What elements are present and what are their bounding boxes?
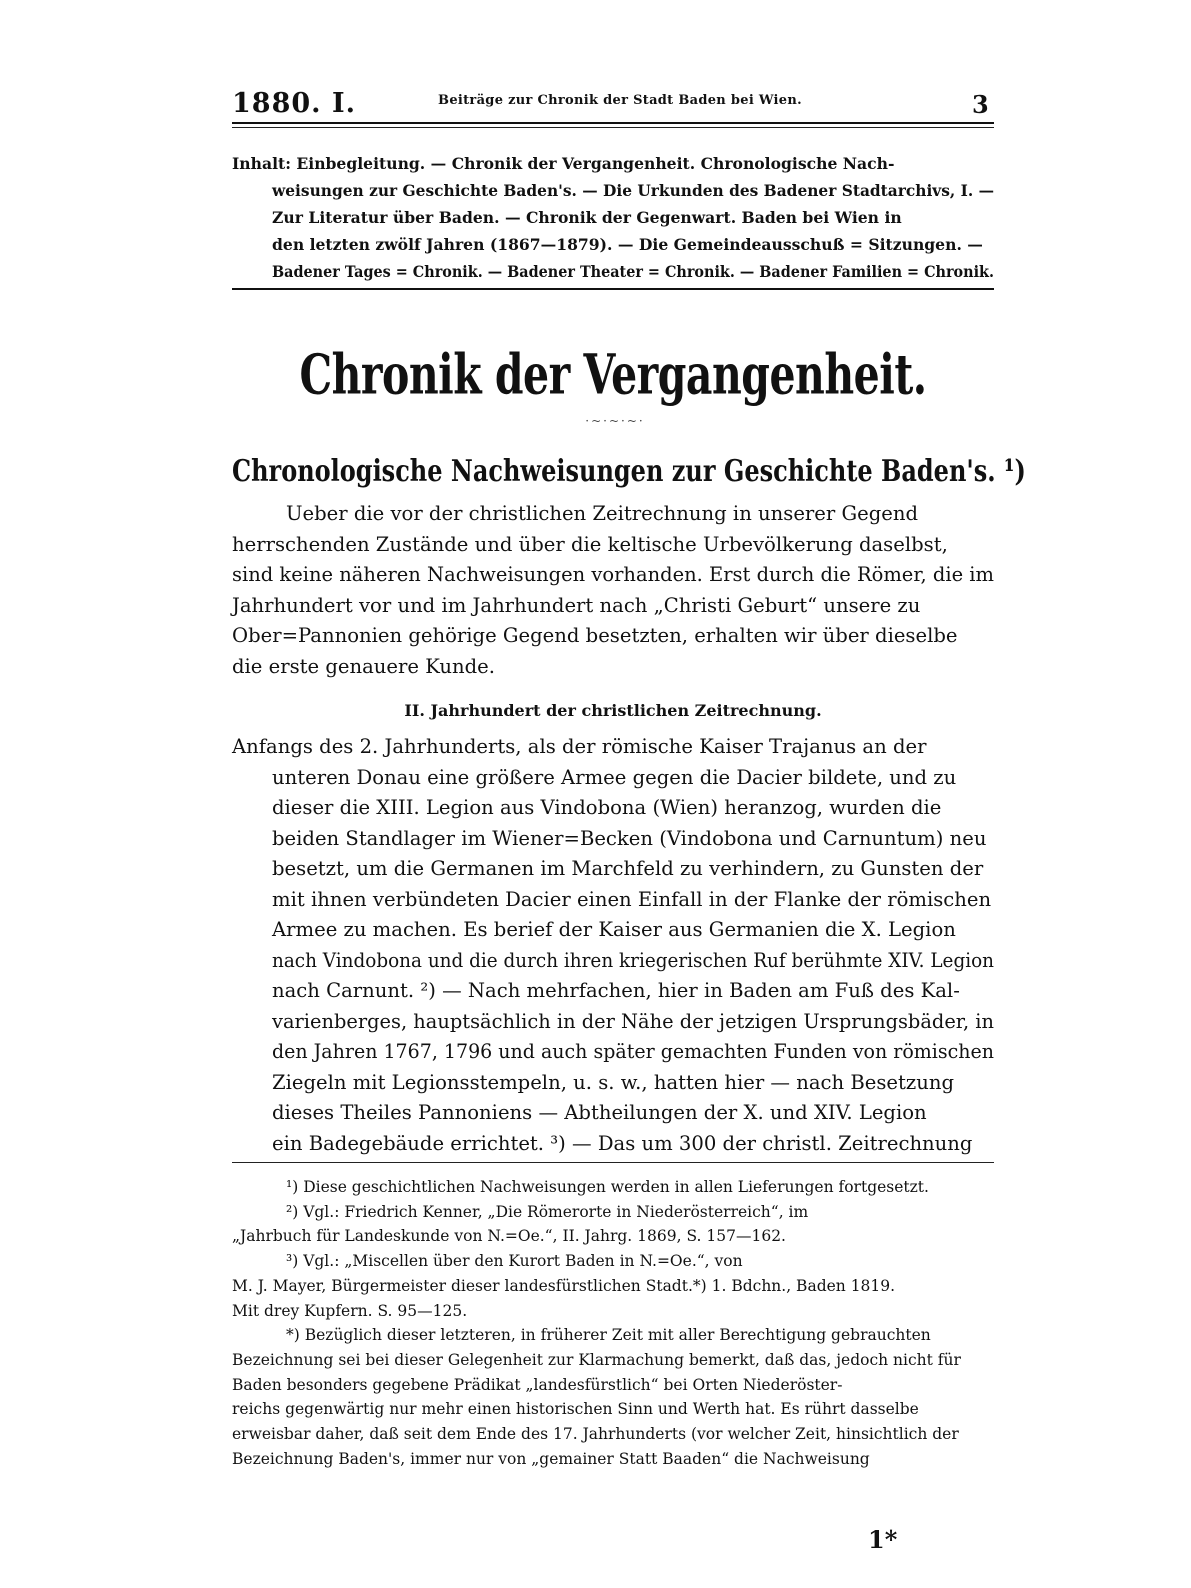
header-rule-thin	[232, 127, 994, 128]
contents-rule	[232, 288, 994, 290]
paragraph-line: Ober=Pannonien gehörige Gegend besetzten, erhalten wir über dieselbe	[232, 624, 958, 647]
contents-line: den letzten zwölf Jahren (1867—1879). — Die Gemeindeausschuß = Sitzungen. —	[272, 235, 983, 254]
main-heading: Chronik der Vergangenheit.	[299, 342, 927, 407]
footnote-line: reichs gegenwärtig nur mehr einen historischen Sinn und Werth hat. Es rührt dasselbe	[232, 1400, 919, 1419]
page-number: 3	[972, 90, 989, 119]
paragraph-line: ein Badegebäude errichtet. ³) — Das um 300 der christl. Zeitrechnung	[272, 1131, 973, 1155]
paragraph-line: die erste genauere Kunde.	[232, 654, 496, 678]
footnote-line: Baden besonders gegebene Prädikat „landesfürstlich“ bei Orten Niederöster-	[232, 1375, 843, 1394]
contents-line: Badener Tages = Chronik. — Badener Theater = Chronik. — Badener Familien = Chronik.	[272, 262, 995, 281]
paragraph-line: den Jahren 1767, 1796 und auch später gemachten Funden von römischen	[272, 1040, 995, 1063]
contents-line: weisungen zur Geschichte Baden's. — Die Urkunden des Badener Stadtarchivs, I. —	[272, 181, 994, 200]
paragraph-line: Jahrhundert vor und im Jahrhundert nach „Christi Geburt“ unsere zu	[232, 593, 921, 617]
paragraph-line: dieses Theiles Pannoniens — Abtheilungen der X. und XIV. Legion	[272, 1101, 927, 1124]
paragraph-line: Armee zu machen. Es berief der Kaiser aus Germanien die X. Legion	[272, 918, 956, 941]
footnote-line: ²) Vgl.: Friedrich Kenner, „Die Römerorte in Niederösterreich“, im	[286, 1202, 809, 1221]
paragraph-line: nach Carnunt. ²) — Nach mehrfachen, hier in Baden am Fuß des Kal-	[272, 979, 960, 1002]
paragraph-line: nach Vindobona und die durch ihren kriegerischen Ruf berühmte XIV. Legion	[272, 948, 995, 972]
footnote-line: ³) Vgl.: „Miscellen über den Kurort Baden in N.=Oe.“, von	[286, 1252, 743, 1271]
paragraph-line: Anfangs des 2. Jahrhunderts, als der römische Kaiser Trajanus an der	[232, 735, 927, 758]
footnote-line: Bezeichnung sei bei dieser Gelegenheit zur Klarmachung bemerkt, daß das, jedoch nicht für	[232, 1350, 961, 1369]
footnote-rule	[232, 1162, 994, 1163]
footnote-line: Bezeichnung Baden's, immer nur von „gemainer Statt Baaden“ die Nachweisung	[232, 1449, 870, 1468]
footnote-line: „Jahrbuch für Landeskunde von N.=Oe.“, II. Jahrg. 1869, S. 157—162.	[232, 1227, 786, 1246]
section-heading: Chronologische Nachweisungen zur Geschichte Baden's. ¹)	[232, 452, 1026, 489]
footnotes-block	[232, 1175, 994, 1471]
footnote-line: erweisbar daher, daß seit dem Ende des 17. Jahrhunderts (vor welcher Zeit, hinsichtlich der	[232, 1425, 959, 1444]
body-paragraph	[232, 732, 994, 1159]
running-title: Beiträge zur Chronik der Stadt Baden bei Wien.	[438, 93, 802, 108]
footnote-line: *) Bezüglich dieser letzteren, in früherer Zeit mit aller Berechtigung gebrauchten	[286, 1326, 931, 1345]
intro-paragraph	[232, 499, 994, 682]
footnote-line: Mit drey Kupfern. S. 95—125.	[232, 1301, 468, 1320]
paragraph-line: unteren Donau eine größere Armee gegen die Dacier bildete, und zu	[272, 765, 957, 789]
header-rule	[232, 122, 994, 124]
signature-mark: 1*	[868, 1525, 898, 1554]
paragraph-line: sind keine näheren Nachweisungen vorhanden. Erst durch die Römer, die im	[232, 563, 995, 586]
paragraph-line: dieser die XIII. Legion aus Vindobona (Wien) heranzog, wurden die	[272, 796, 942, 819]
paragraph-line: mit ihnen verbündeten Dacier einen Einfall in der Flanke der römischen	[272, 887, 992, 911]
contents-block	[232, 150, 994, 285]
ornament: ·~·~·~·	[585, 414, 645, 428]
header-year-volume: 1880. I.	[232, 88, 356, 119]
century-heading: II. Jahrhundert der christlichen Zeitrechnung.	[404, 701, 822, 720]
paragraph-line: besetzt, um die Germanen im Marchfeld zu verhindern, zu Gunsten der	[272, 857, 984, 880]
paragraph-line: beiden Standlager im Wiener=Becken (Vindobona und Carnuntum) neu	[272, 826, 987, 850]
paragraph-line: herrschenden Zustände und über die keltische Urbevölkerung daselbst,	[232, 532, 948, 556]
contents-line: Zur Literatur über Baden. — Chronik der Gegenwart. Baden bei Wien in	[272, 208, 902, 227]
footnote-line: M. J. Mayer, Bürgermeister dieser landesfürstlichen Stadt.*) 1. Bdchn., Baden 1819.	[232, 1276, 896, 1295]
contents-line: Inhalt: Einbegleitung. — Chronik der Vergangenheit. Chronologische Nach-	[232, 154, 895, 173]
paragraph-line: Ziegeln mit Legionsstempeln, u. s. w., hatten hier — nach Besetzung	[272, 1070, 955, 1094]
footnote-line: ¹) Diese geschichtlichen Nachweisungen werden in allen Lieferungen fortgesetzt.	[286, 1178, 929, 1196]
paragraph-line: varienberges, hauptsächlich in der Nähe der jetzigen Ursprungsbäder, in	[272, 1009, 994, 1033]
paragraph-line: Ueber die vor der christlichen Zeitrechnung in unserer Gegend	[286, 502, 919, 525]
